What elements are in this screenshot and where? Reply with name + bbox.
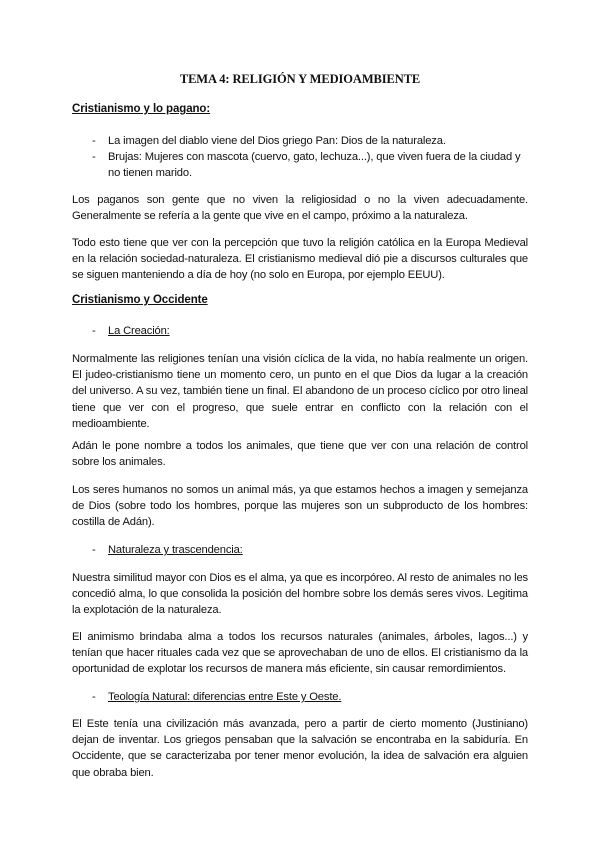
bullet-dash: - — [92, 325, 96, 337]
subsection-title: Naturaleza y trascendencia: — [108, 544, 243, 556]
paragraph: Adán le pone nombre a todos los animales, que tiene que ver con una relación de control sobre los animales. — [72, 440, 528, 469]
paragraph: Todo esto tiene que ver con la percepción que tuvo la religión católica en la Europa Medieval en la relación sociedad-naturaleza. El cristianismo medieval dió pie a discursos culturales que se siguen manteniendo a día de hoy (no solo en Europa, por ejemplo EEUU). — [72, 237, 528, 282]
page-title: TEMA 4: RELIGIÓN Y MEDIOAMBIENTE — [179, 72, 421, 86]
list-item — [92, 149, 528, 181]
subsection-bullet-creacion — [92, 323, 528, 339]
bullet-dash: - — [92, 151, 96, 163]
paragraph: Normalmente las religiones tenían una visión cíclica de la vida, no había realmente un origen. El judeo-cristianismo tiene un momento cero, un punto en el que Dios da lugar a la creación del universo. A su vez, también tiene un final. El abandono de un proceso cíclico por otro lineal tiene que ver con el progreso, que suele entrar en conflicto con la relación con el medioambiente. — [72, 353, 528, 430]
paragraph: Los seres humanos no somos un animal más, ya que estamos hechos a imagen y semejanza de Dios (sobre todo los hombres, porque las mujeres son un subproducto de los hombres: costilla de Adán). — [72, 484, 528, 529]
subsection-bullet-naturaleza — [92, 542, 528, 558]
bullet-dash: - — [92, 135, 96, 147]
bullet-dash: - — [92, 544, 96, 556]
paragraph: Los paganos son gente que no viven la religiosidad o no la viven adecuadamente. Generalmente se refería a la gente que vive en el campo, próximo a la naturaleza. — [72, 194, 528, 223]
subsection-title: Teología Natural: diferencias entre Este y Oeste. — [108, 691, 342, 703]
subsection-title: La Creación: — [108, 325, 170, 337]
bullet-dash: - — [92, 691, 96, 703]
list-item — [92, 133, 528, 149]
list-item-text: La imagen del diablo viene del Dios griego Pan: Dios de la naturaleza. — [108, 135, 446, 147]
paragraph: El animismo brindaba alma a todos los recursos naturales (animales, árboles, lagos...) y tenían que hacer rituales cada vez que se aprovechaban de uno de ellos. El cristianismo da la oportunidad de explotar los recursos de manera más eficiente, sin causar remordimientos. — [72, 631, 528, 676]
subsection-bullet-teologia — [92, 689, 528, 705]
section-heading-cristianismo-pagano: Cristianismo y lo pagano: — [72, 103, 211, 115]
section-heading-cristianismo-occidente: Cristianismo y Occidente — [72, 294, 208, 306]
paragraph: Nuestra similitud mayor con Dios es el alma, ya que es incorpóreo. Al resto de animales no les concedió alma, lo que consolida la posición del hombre sobre los demás seres vivos. Legitima la explotación de la naturaleza. — [72, 572, 528, 617]
paragraph: El Este tenía una civilización más avanzada, pero a partir de cierto momento (Justiniano) dejan de inventar. Los griegos pensaban que la salvación se encontraba en la sabiduría. En Occidente, que se caracterizaba por tener menor evolución, la idea de salvación era alguien que obraba bien. — [72, 718, 528, 779]
list-item-text: Brujas: Mujeres con mascota (cuervo, gato, lechuza...), que viven fuera de la ciudad y no tienen marido. — [108, 151, 521, 180]
